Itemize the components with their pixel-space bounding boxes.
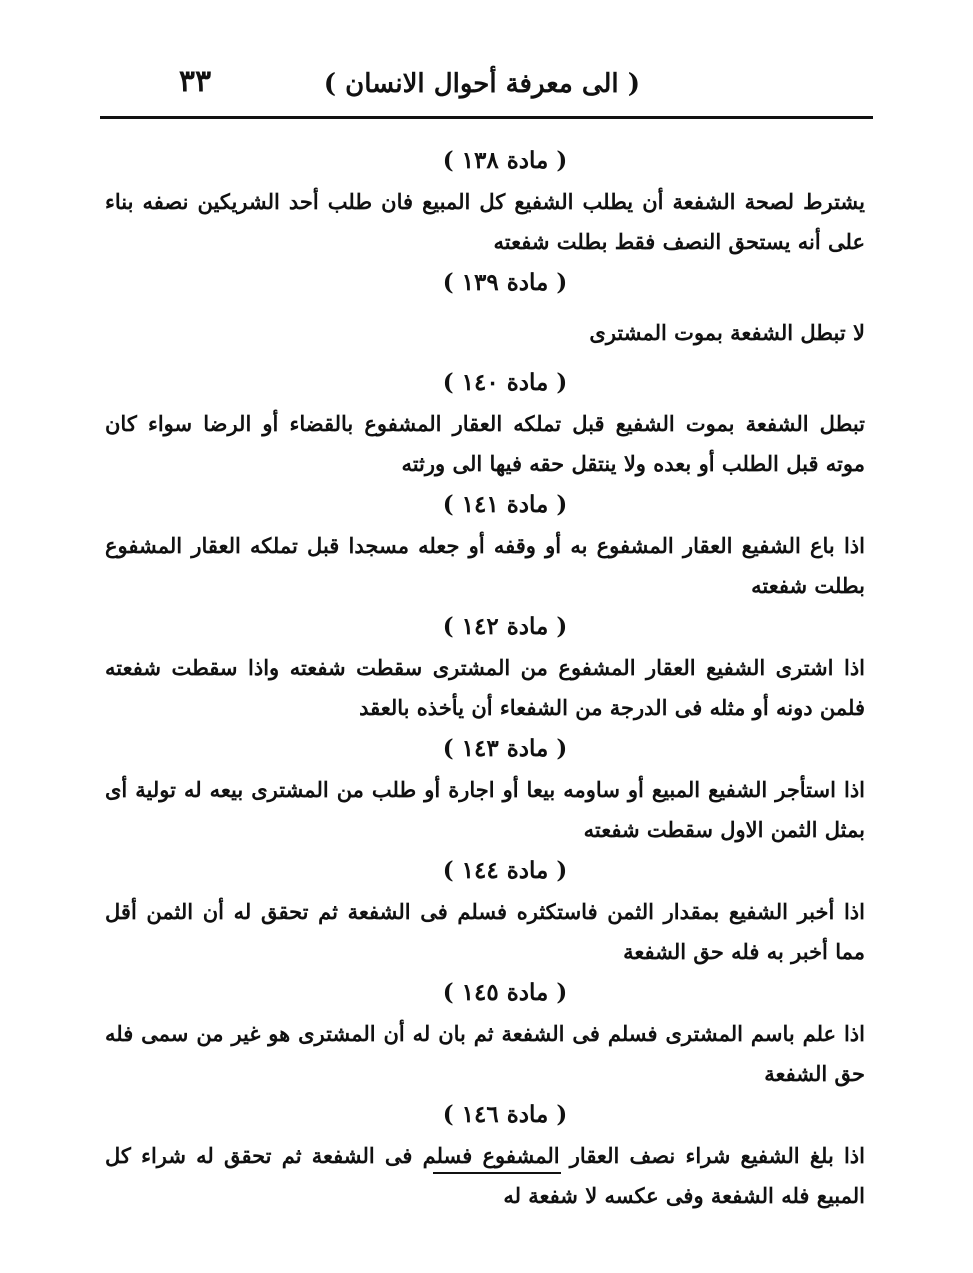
article-142	[105, 606, 865, 728]
running-title: ( الى معرفة أحوال الانسان )	[323, 69, 640, 99]
article-143	[105, 728, 865, 850]
article-text: اذا اشترى الشفيع العقار المشفوع من المشترى سقطت شفعته واذا سقطت شفعته فلمن دونه أو مثله فى الدرجة من الشفعاء أن يأخذه بالعقد	[105, 655, 865, 720]
article-heading: ( مادة ١٤١ )	[442, 491, 568, 518]
article-heading: ( مادة ١٣٩ )	[442, 269, 568, 296]
article-141	[105, 484, 865, 606]
article-146	[105, 1094, 865, 1216]
article-text: اذا بلغ الشفيع شراء نصف العقار المشفوع فسلم فى الشفعة ثم تحقق له شراء كل المبيع فله الشفعة وفى عكسه لا شفعة له	[105, 1143, 865, 1208]
article-heading: ( مادة ١٤٢ )	[442, 613, 568, 640]
article-138	[105, 140, 865, 262]
article-text: اذا أخبر الشفيع بمقدار الثمن فاستكثره فسلم فى الشفعة ثم تحقق له أن الثمن أقل مما أخبر به فله حق الشفعة	[105, 899, 865, 964]
article-text: اذا باع الشفيع العقار المشفوع به أو وقفه أو جعله مسجدا قبل تملكه العقار المشفوع بطلت شفعته	[105, 533, 865, 598]
article-text: يشترط لصحة الشفعة أن يطلب الشفيع كل المبيع فان طلب أحد الشريكين نصفه بناء على أنه يستحق النصف فقط بطلت شفعته	[105, 189, 865, 254]
article-heading: ( مادة ١٤٠ )	[442, 369, 568, 396]
body-text	[105, 140, 865, 1216]
article-heading: ( مادة ١٤٥ )	[442, 979, 568, 1006]
article-144	[105, 850, 865, 972]
article-text: تبطل الشفعة بموت الشفيع قبل تملكه العقار المشفوع بالقضاء أو الرضا سواء كان موته قبل الطلب أو بعده ولا ينتقل حقه فيها الى ورثته	[105, 411, 865, 476]
article-heading: ( مادة ١٤٣ )	[442, 735, 568, 762]
article-text: اذا علم باسم المشترى فسلم فى الشفعة ثم بان له أن المشترى هو غير من سمى فله حق الشفعة	[105, 1021, 865, 1086]
article-heading: ( مادة ١٤٤ )	[442, 857, 568, 884]
bottom-rule	[433, 1172, 561, 1174]
header-rule	[100, 116, 873, 119]
article-text: لا تبطل الشفعة بموت المشترى	[589, 320, 865, 345]
article-140	[105, 362, 865, 484]
article-139	[105, 262, 865, 362]
article-text: اذا استأجر الشفيع المبيع أو ساومه بيعا أو اجارة أو طلب من المشترى بيعه له تولية أى بمثل الثمن الاول سقطت شفعته	[105, 777, 865, 842]
article-heading: ( مادة ١٣٨ )	[442, 147, 568, 174]
page-number: ٣٣	[178, 64, 212, 99]
article-heading: ( مادة ١٤٦ )	[442, 1101, 568, 1128]
article-145	[105, 972, 865, 1094]
